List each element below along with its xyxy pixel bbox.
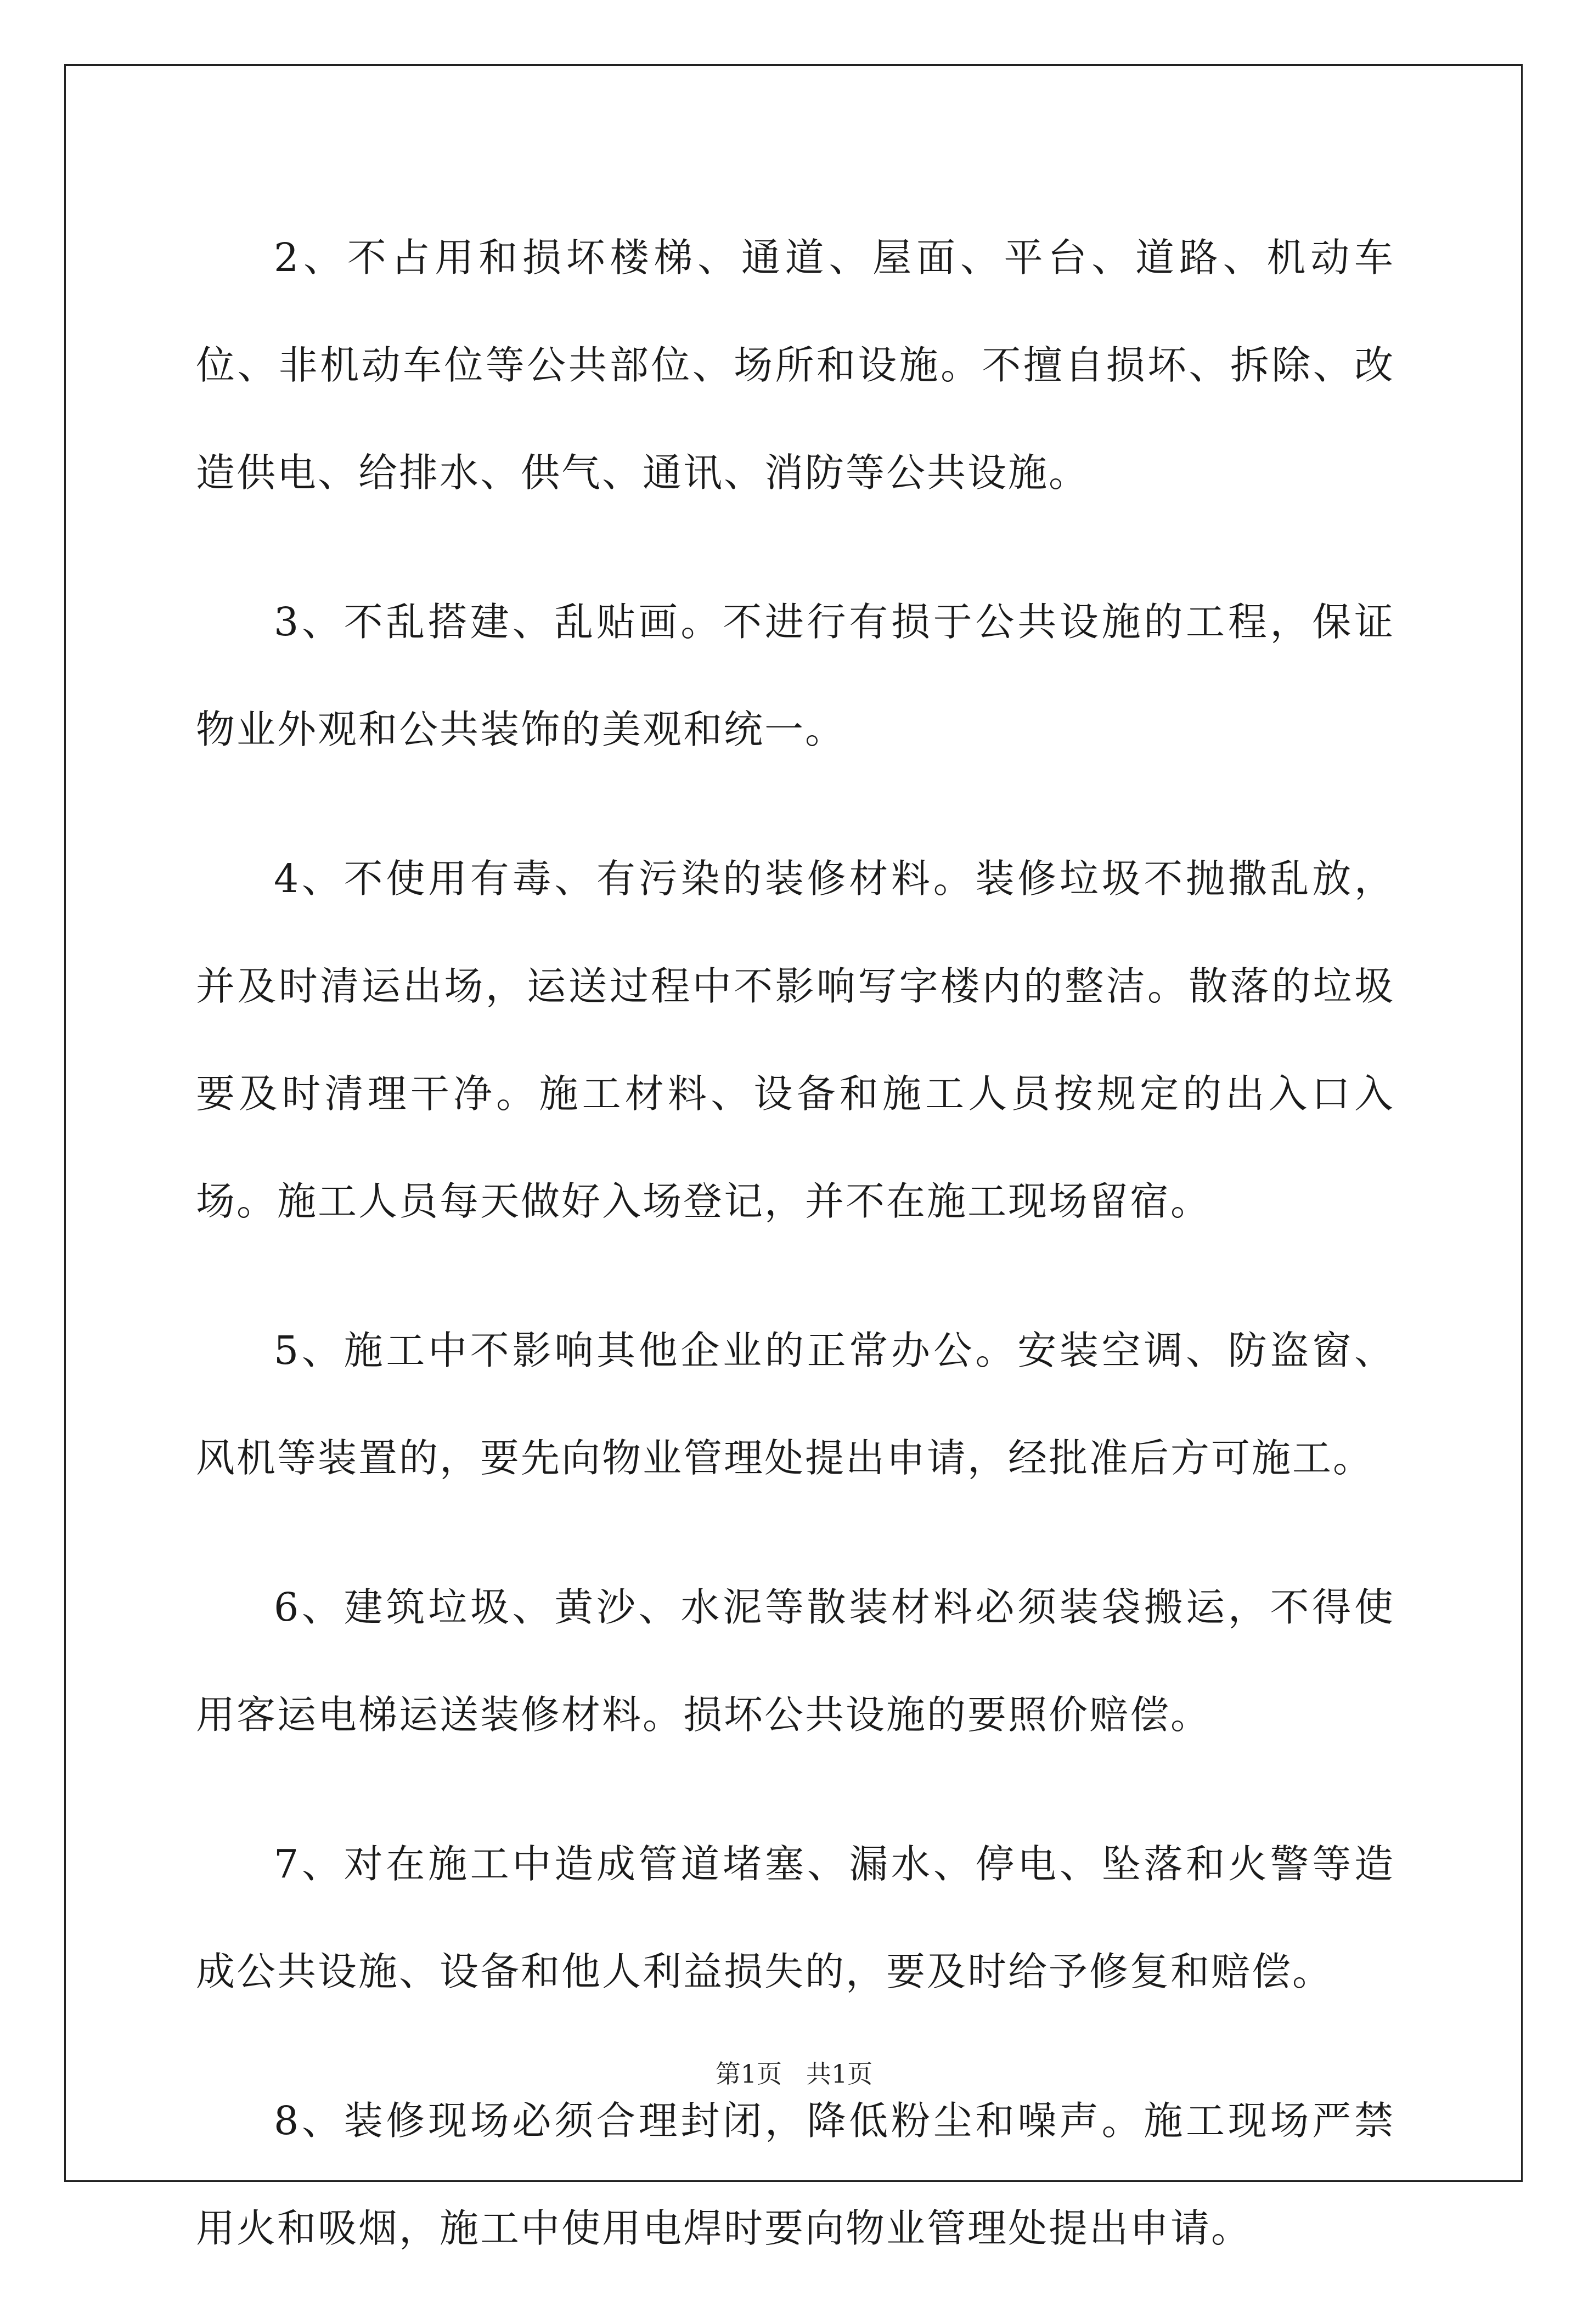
- paragraph-item-4: 4、不使用有毒、有污染的装修材料。装修垃圾不抛撒乱放，并及时清运出场，运送过程中不影响写字楼内的整洁。散落的垃圾要及时清理干净。施工材料、设备和施工人员按规定的出入口入场。施工人员每天做好入场登记，并不在施工现场留宿。: [196, 856, 1395, 1224]
- page-footer: [0, 2057, 1588, 2090]
- paragraph-item-6: 6、建筑垃圾、黄沙、水泥等散装材料必须装袋搬运，不得使用客运电梯运送装修材料。损坏公共设施的要照价赔偿。: [196, 1584, 1395, 1738]
- current-page-label: 第1页: [715, 2059, 782, 2089]
- paragraph-item-7: 7、对在施工中造成管道堵塞、漏水、停电、坠落和火警等造成公共设施、设备和他人利益损失的，要及时给予修复和赔偿。: [196, 1841, 1395, 1994]
- document-body: [196, 204, 1395, 2324]
- paragraph-item-3: 3、不乱搭建、乱贴画。不进行有损于公共设施的工程，保证物业外观和公共装饰的美观和统一。: [196, 599, 1395, 752]
- footer-separator: [782, 2059, 806, 2089]
- total-pages-label: 共1页: [806, 2059, 873, 2089]
- paragraph-item-8: 8、装修现场必须合理封闭，降低粉尘和噪声。施工现场严禁用火和吸烟，施工中使用电焊时要向物业管理处提出申请。: [196, 2098, 1395, 2251]
- paragraph-item-2: 2、不占用和损坏楼梯、通道、屋面、平台、道路、机动车位、非机动车位等公共部位、场所和设施。不擅自损坏、拆除、改造供电、给排水、供气、通讯、消防等公共设施。: [196, 235, 1395, 495]
- paragraph-item-5: 5、施工中不影响其他企业的正常办公。安装空调、防盗窗、风机等装置的，要先向物业管理处提出申请，经批准后方可施工。: [196, 1328, 1395, 1481]
